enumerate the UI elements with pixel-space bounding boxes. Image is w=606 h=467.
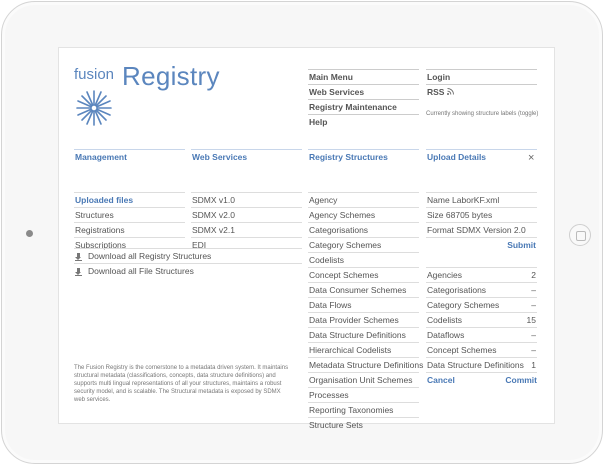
sdmx-v21-link[interactable]: SDMX v2.1: [191, 222, 302, 237]
rss-icon: [447, 88, 454, 95]
structure-category-schemes[interactable]: Category Schemes: [308, 237, 419, 252]
structures-link[interactable]: Structures: [74, 207, 185, 222]
edi-link[interactable]: EDI: [191, 237, 302, 252]
web-services-column: [191, 149, 302, 252]
structure-agency-schemes[interactable]: Agency Schemes: [308, 207, 419, 222]
structure-concept-schemes[interactable]: Concept Schemes: [308, 267, 419, 282]
count-label: Concept Schemes: [427, 345, 497, 355]
download-icon: [75, 253, 82, 260]
count-dataflows: [426, 327, 537, 342]
sdmx-v1-link[interactable]: SDMX v1.0: [191, 192, 302, 207]
count-value: –: [531, 330, 536, 340]
menu-registry-maintenance[interactable]: Registry Maintenance: [308, 99, 419, 114]
label-toggle-note[interactable]: Currently showing structure labels (toggle): [426, 111, 539, 117]
spacer: [426, 179, 537, 192]
registry-structures-heading[interactable]: Registry Structures: [308, 149, 419, 164]
menu-help[interactable]: Help: [308, 114, 419, 129]
upload-details-heading: Upload Details: [426, 149, 537, 164]
structure-organisation-unit-schemes[interactable]: Organisation Unit Schemes: [308, 372, 419, 387]
spacer: [308, 179, 419, 192]
tablet-frame: [1, 1, 603, 464]
upload-actions: [426, 372, 537, 387]
logo-registry-text: Registry: [122, 61, 220, 91]
structure-agency[interactable]: Agency: [308, 192, 419, 207]
menu-rss[interactable]: [426, 84, 537, 99]
menu-web-services[interactable]: Web Services: [308, 84, 419, 99]
camera-icon: [26, 230, 33, 237]
close-icon[interactable]: ×: [528, 152, 535, 164]
structure-data-structure-definitions[interactable]: Data Structure Definitions: [308, 327, 419, 342]
upload-file-format: Format SDMX Version 2.0: [426, 222, 537, 237]
submit-button[interactable]: Submit: [426, 237, 537, 252]
screen: [58, 47, 555, 430]
download-icon: [75, 268, 82, 275]
count-label: Category Schemes: [427, 300, 500, 310]
uploaded-files-link[interactable]: Uploaded files: [74, 192, 185, 207]
count-data-structure-definitions: [426, 357, 537, 372]
logo-fusion-text: fusion: [74, 66, 115, 83]
menu-rss-label: RSS: [427, 87, 445, 97]
subscriptions-link[interactable]: Subscriptions: [74, 237, 185, 252]
registry-description: The Fusion Registry is the cornerstone to a metadata driven system. It maintains structural metadata (classifications, concepts, data structure definitions) and supports multi lingual representations of all your structures, maintains a robust security model, and is scalable. The Structural metadata is exposed by SDMX web services.: [74, 365, 289, 403]
top-menu-left: [308, 69, 419, 129]
count-value: 2: [531, 270, 536, 280]
sdmx-v2-link[interactable]: SDMX v2.0: [191, 207, 302, 222]
count-concept-schemes: [426, 342, 537, 357]
top-menu-right: [426, 69, 537, 99]
count-value: 1: [531, 360, 536, 370]
count-label: Agencies: [427, 270, 462, 280]
structure-categorisations[interactable]: Categorisations: [308, 222, 419, 237]
commit-button[interactable]: Commit: [505, 375, 537, 385]
upload-file-name: Name LaborKF.xml: [426, 192, 537, 207]
count-value: –: [531, 285, 536, 295]
structure-data-consumer-schemes[interactable]: Data Consumer Schemes: [308, 282, 419, 297]
web-services-heading[interactable]: Web Services: [191, 149, 302, 164]
upload-file-size: Size 68705 bytes: [426, 207, 537, 222]
spacer: [74, 179, 185, 192]
management-heading[interactable]: Management: [74, 149, 185, 164]
download-file-label: Download all File Structures: [88, 266, 194, 276]
menu-main[interactable]: Main Menu: [308, 69, 419, 84]
count-value: –: [531, 345, 536, 355]
registry-structures-column: [308, 149, 424, 432]
menu-login[interactable]: Login: [426, 69, 537, 84]
home-button[interactable]: [569, 224, 591, 246]
count-categorisations: [426, 282, 537, 297]
spacer: [191, 179, 302, 192]
cancel-button[interactable]: Cancel: [427, 375, 455, 385]
downloads: [74, 248, 302, 278]
count-label: Dataflows: [427, 330, 465, 340]
count-label: Codelists: [427, 315, 462, 325]
spacer: [191, 164, 302, 179]
count-value: 15: [526, 315, 536, 325]
count-value: –: [531, 300, 536, 310]
count-label: Categorisations: [427, 285, 487, 295]
structure-processes[interactable]: Processes: [308, 387, 419, 402]
download-file-structures[interactable]: [74, 263, 302, 278]
management-column: [74, 149, 185, 252]
upload-details-column: [426, 149, 537, 387]
registrations-link[interactable]: Registrations: [74, 222, 185, 237]
structure-data-flows[interactable]: Data Flows: [308, 297, 419, 312]
structure-reporting-taxonomies[interactable]: Reporting Taxonomies: [308, 402, 419, 417]
structure-metadata-structure-definitions[interactable]: Metadata Structure Definitions: [308, 357, 419, 372]
count-category-schemes: [426, 297, 537, 312]
count-label: Data Structure Definitions: [427, 360, 524, 370]
logo-star-icon: [74, 88, 114, 128]
spacer: [426, 252, 537, 267]
count-codelists: [426, 312, 537, 327]
structure-codelists[interactable]: Codelists: [308, 252, 419, 267]
structure-data-provider-schemes[interactable]: Data Provider Schemes: [308, 312, 419, 327]
download-registry-label: Download all Registry Structures: [88, 251, 212, 261]
count-agencies: [426, 267, 537, 282]
spacer: [74, 164, 185, 179]
spacer: [308, 164, 419, 179]
structure-structure-sets[interactable]: Structure Sets: [308, 417, 419, 432]
structure-hierarchical-codelists[interactable]: Hierarchical Codelists: [308, 342, 419, 357]
spacer: [426, 164, 537, 179]
